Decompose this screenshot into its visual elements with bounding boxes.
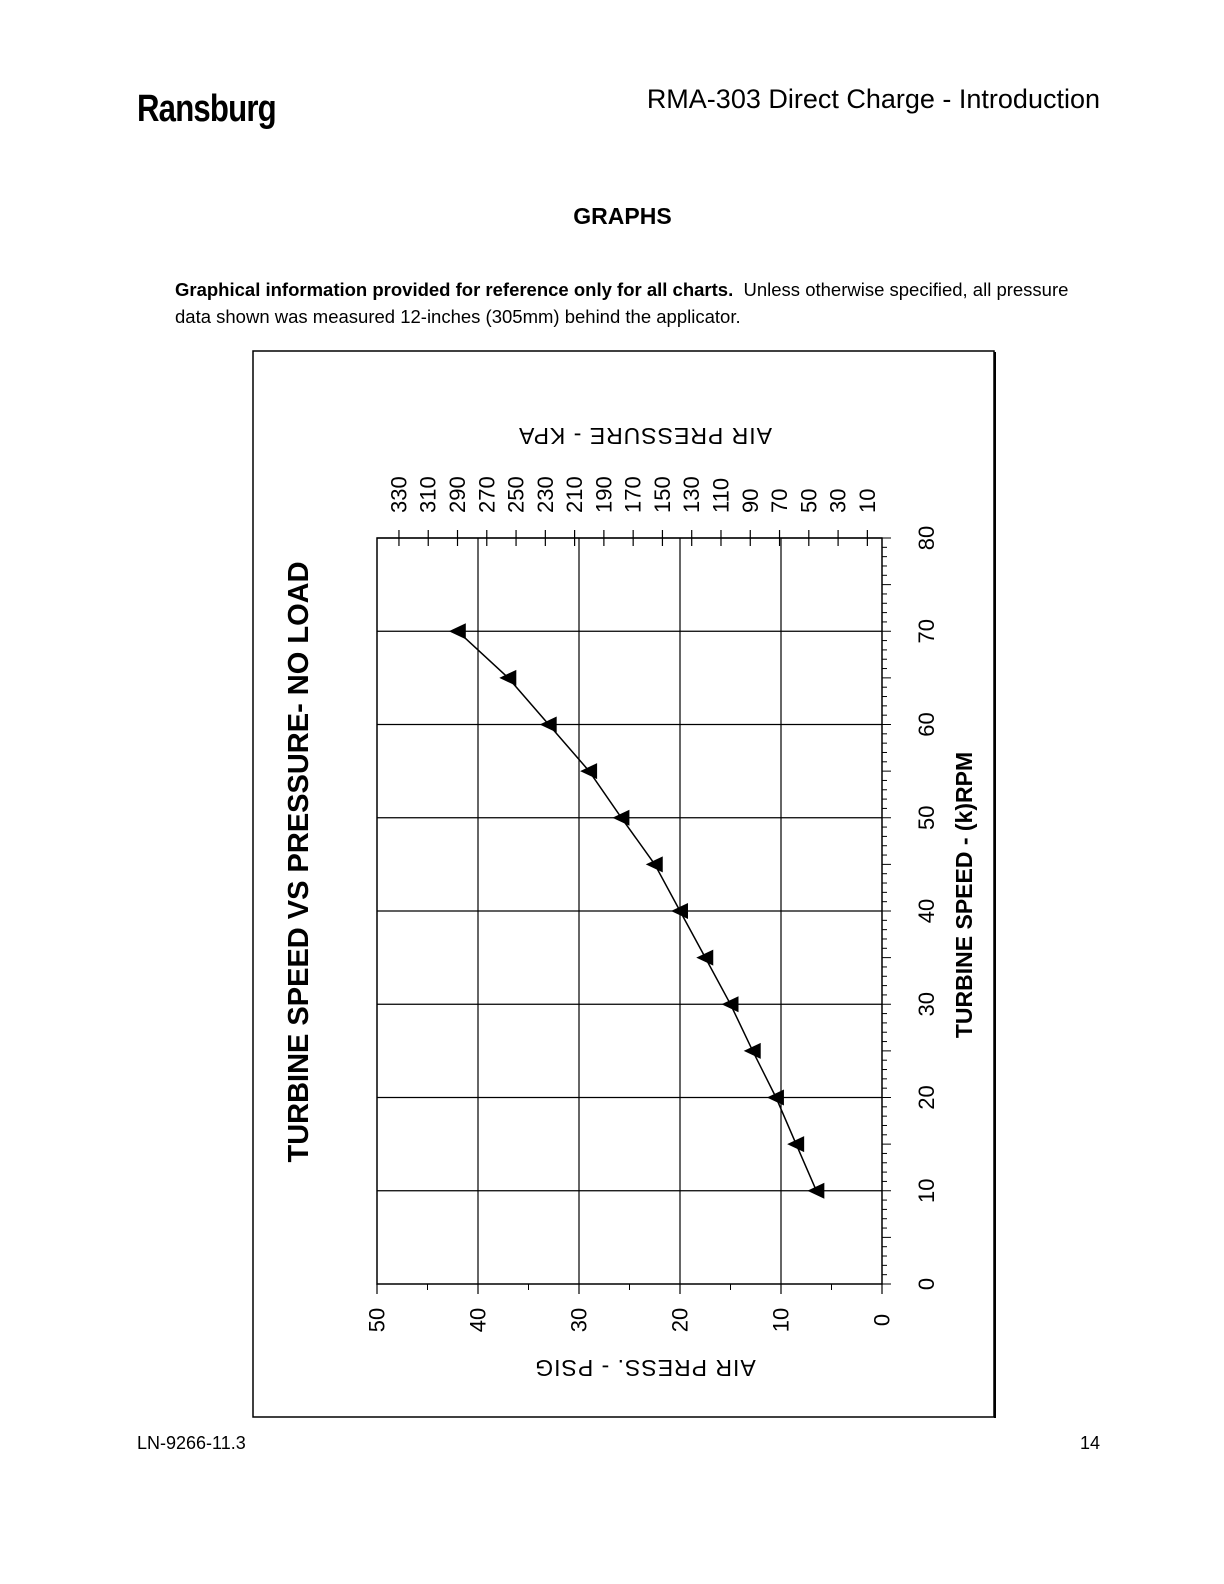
chart-title: TURBINE SPEED VS PRESSURE- NO LOAD (283, 561, 315, 1163)
document-title: RMA-303 Direct Charge - Introduction (646, 84, 1100, 114)
intro-normal-text: Unless otherwise specified, all pressure data shown was measured 12-inches (305mm) behind the applicator. (175, 279, 1069, 327)
x-tick-label-30: 30 (914, 992, 939, 1017)
x-axis-label: TURBINE SPEED - (k)RPM (951, 751, 977, 1039)
y-tick-label-30: 30 (566, 1307, 592, 1333)
ticks-layer (377, 530, 891, 1294)
y-axis-label: AIR PRESS. - PSIG (534, 1355, 756, 1381)
grid-layer (377, 538, 882, 1284)
x-tick-label-70: 70 (914, 619, 939, 644)
data-point-10krpm (807, 1183, 824, 1199)
data-point-70krpm (449, 623, 466, 639)
y2-tick-label-190: 190 (591, 476, 617, 513)
y2-tick-label-250: 250 (503, 476, 529, 513)
intro-bold-text: Graphical information provided for reference only for all charts. (175, 279, 734, 300)
data-point-25krpm (744, 1043, 761, 1059)
x-tick-label-0: 0 (914, 1277, 939, 1291)
y2-axis-label: AIR PRESSURE - KPA (517, 423, 773, 449)
tick-labels-layer (365, 476, 940, 1332)
brand-logo: Ransburg (137, 88, 276, 130)
data-point-35krpm (696, 950, 713, 966)
data-point-15krpm (787, 1136, 804, 1152)
y-tick-label-0: 0 (869, 1313, 895, 1327)
data-point-20krpm (767, 1090, 784, 1106)
y2-tick-label-130: 130 (679, 476, 705, 513)
y-tick-label-40: 40 (465, 1307, 491, 1333)
y2-tick-label-290: 290 (445, 476, 471, 513)
y-tick-label-10: 10 (768, 1307, 794, 1333)
data-point-55krpm (580, 763, 597, 779)
x-tick-label-60: 60 (914, 712, 939, 737)
y2-tick-label-30: 30 (825, 488, 851, 513)
footer-doc-number: LN-9266-11.3 (137, 1433, 246, 1453)
y2-tick-label-230: 230 (532, 476, 558, 513)
y2-tick-label-10: 10 (854, 488, 880, 513)
data-point-45krpm (646, 856, 663, 872)
y2-tick-label-150: 150 (649, 476, 675, 513)
y2-tick-label-310: 310 (415, 476, 441, 513)
x-tick-label-10: 10 (914, 1178, 939, 1203)
y2-tick-label-70: 70 (767, 488, 793, 513)
y2-tick-label-170: 170 (620, 476, 646, 513)
x-tick-label-20: 20 (914, 1085, 939, 1110)
data-point-50krpm (612, 810, 629, 826)
x-tick-label-50: 50 (914, 805, 939, 830)
y-tick-label-50: 50 (364, 1307, 390, 1333)
y2-tick-label-110: 110 (708, 477, 734, 513)
y-tick-label-20: 20 (667, 1307, 693, 1333)
y2-tick-label-210: 210 (562, 476, 588, 513)
y2-tick-label-50: 50 (796, 488, 822, 513)
x-tick-label-40: 40 (914, 898, 939, 924)
footer-page-number: 14 (1079, 1433, 1100, 1453)
y2-tick-label-330: 330 (386, 476, 412, 513)
data-point-60krpm (540, 717, 557, 733)
y2-tick-label-270: 270 (474, 476, 500, 513)
data-point-30krpm (722, 996, 739, 1012)
section-title: GRAPHS (573, 203, 672, 229)
y2-tick-label-90: 90 (737, 488, 763, 513)
x-tick-label-80: 80 (914, 525, 939, 551)
